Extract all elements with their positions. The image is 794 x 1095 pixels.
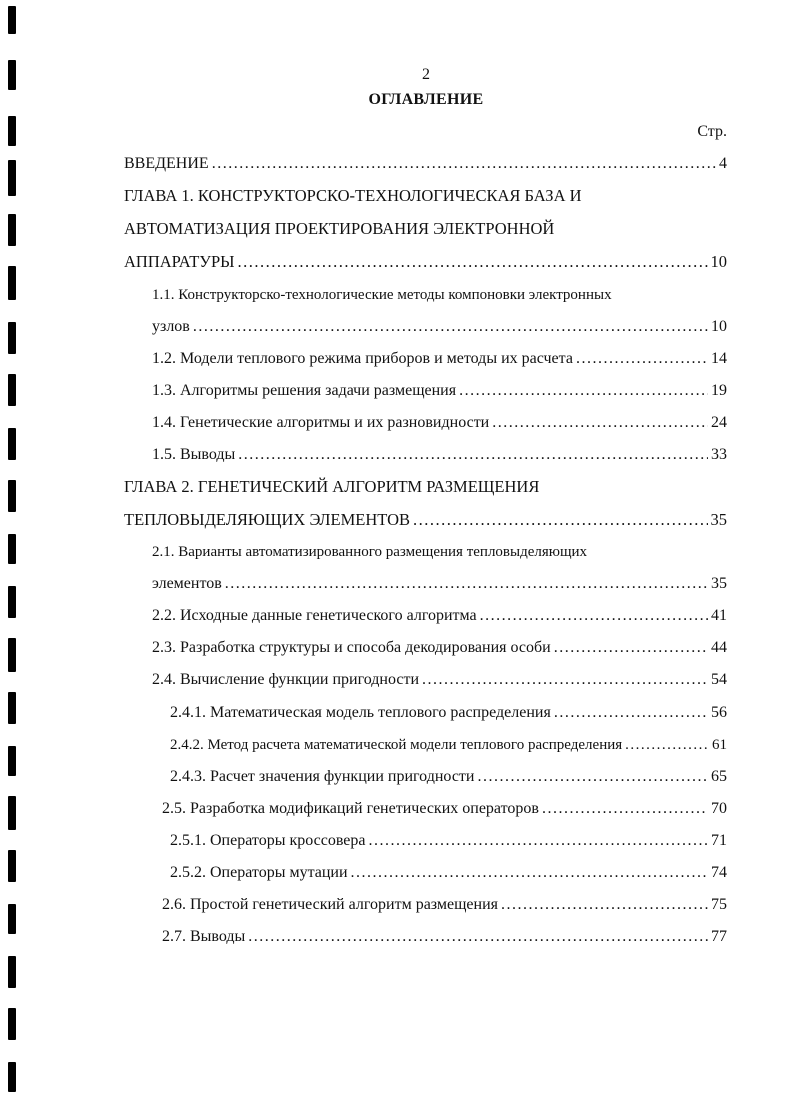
binding-mark [8, 428, 16, 460]
binding-mark [8, 160, 16, 196]
toc-entry-title: 2.4.3. Расчет значения функции пригодности [170, 768, 475, 785]
toc-entry[interactable] [170, 825, 727, 857]
leader-dots [238, 246, 708, 278]
toc-entry-page: 35 [711, 575, 727, 592]
toc-entry-page: 71 [711, 832, 727, 849]
toc-entry[interactable] [124, 246, 727, 278]
leader-dots [542, 793, 708, 825]
toc-entry-title: АВТОМАТИЗАЦИЯ ПРОЕКТИРОВАНИЯ ЭЛЕКТРОННОЙ [124, 219, 555, 238]
toc-entry[interactable] [124, 504, 727, 536]
toc-entry[interactable] [152, 311, 727, 343]
toc-entry[interactable] [170, 697, 727, 729]
toc-entry-line[interactable] [124, 213, 727, 245]
toc-entry[interactable] [170, 729, 727, 761]
toc-title: ОГЛАВЛЕНИЕ [368, 91, 484, 108]
toc-entry-title: 1.3. Алгоритмы решения задачи размещения [152, 382, 457, 399]
binding-mark [8, 322, 16, 354]
toc-entry-page: 65 [711, 768, 727, 785]
toc-entry-page: 56 [711, 704, 727, 721]
toc-entry[interactable] [152, 600, 727, 632]
leader-dots [248, 921, 708, 953]
toc-entry-page: 61 [712, 737, 727, 753]
binding-marks [8, 0, 18, 1095]
toc-entry-page: 77 [711, 928, 727, 945]
toc-entry-line[interactable] [152, 536, 727, 568]
toc-entry-title: 2.7. Выводы [162, 928, 246, 945]
toc-entry-page: 74 [711, 864, 727, 881]
leader-dots [501, 889, 708, 921]
toc-entry-title: элементов [152, 575, 222, 592]
toc-entry-title: 1.1. Конструкторско-технологические методы компоновки электронных [152, 287, 612, 303]
binding-mark [8, 796, 16, 830]
binding-mark [8, 116, 16, 146]
binding-mark [8, 6, 16, 34]
toc-entry-page: 54 [711, 671, 727, 688]
toc-entry-title: 2.5. Разработка модификаций генетических операторов [162, 800, 539, 817]
leader-dots [554, 632, 708, 664]
binding-mark [8, 374, 16, 406]
toc-entry-title: ГЛАВА 2. ГЕНЕТИЧЕСКИЙ АЛГОРИТМ РАЗМЕЩЕНИЯ [124, 477, 540, 496]
toc-entry-title: 2.4. Вычисление функции пригодности [152, 671, 420, 688]
leader-dots [477, 761, 708, 793]
toc-entry[interactable] [152, 664, 727, 696]
leader-dots [576, 343, 708, 375]
toc-entry-page: 75 [711, 896, 727, 913]
binding-mark [8, 850, 16, 882]
toc-entry-page: 70 [711, 800, 727, 817]
toc-entry-page: 24 [711, 414, 727, 431]
leader-dots [212, 148, 716, 180]
toc-entry[interactable] [152, 632, 727, 664]
toc-entry-line[interactable] [124, 471, 727, 503]
page-number: 2 [422, 66, 430, 83]
toc-entry-page: 35 [710, 510, 727, 529]
binding-mark [8, 638, 16, 672]
leader-dots [368, 825, 708, 857]
toc-entry[interactable] [152, 343, 727, 375]
leader-dots [554, 697, 708, 729]
toc-entry-title: 2.1. Варианты автоматизированного размещения тепловыделяющих [152, 544, 588, 560]
toc-entry-title: 2.4.1. Математическая модель теплового распределения [170, 704, 551, 721]
toc-entry-page: 41 [711, 607, 727, 624]
toc-entry[interactable] [152, 568, 727, 600]
toc-entry[interactable] [162, 793, 727, 825]
leader-dots [193, 311, 708, 343]
toc-entry[interactable] [162, 889, 727, 921]
toc-entry-line[interactable] [152, 279, 727, 311]
leader-dots [459, 375, 708, 407]
toc-entry-page: 14 [711, 350, 727, 367]
page-column-label: Стр. [697, 123, 727, 140]
toc-entry-title: ГЛАВА 1. КОНСТРУКТОРСКО-ТЕХНОЛОГИЧЕСКАЯ БАЗА И [124, 186, 582, 205]
binding-mark [8, 904, 16, 934]
toc-entry[interactable] [170, 761, 727, 793]
toc-entry-page: 4 [719, 155, 727, 172]
toc-entry-title: 2.5.2. Операторы мутации [170, 864, 348, 881]
toc-entry[interactable] [124, 148, 727, 180]
leader-dots [351, 857, 708, 889]
binding-mark [8, 586, 16, 618]
toc-entry-title: 2.3. Разработка структуры и способа декодирования особи [152, 639, 551, 656]
binding-mark [8, 956, 16, 988]
leader-dots [480, 600, 708, 632]
toc-entry-title: 1.5. Выводы [152, 446, 236, 463]
toc-entry-title: ТЕПЛОВЫДЕЛЯЮЩИХ ЭЛЕМЕНТОВ [124, 510, 411, 529]
binding-mark [8, 214, 16, 246]
toc-entry-title: ВВЕДЕНИЕ [124, 155, 209, 172]
binding-mark [8, 266, 16, 300]
toc-entry-page: 19 [711, 382, 727, 399]
leader-dots [225, 568, 708, 600]
binding-mark [8, 1062, 16, 1092]
leader-dots [492, 407, 708, 439]
binding-mark [8, 1008, 16, 1040]
toc-entry-title: 2.6. Простой генетический алгоритм размещения [162, 896, 499, 913]
toc-entry-page: 10 [711, 318, 727, 335]
leader-dots [413, 504, 707, 536]
toc-entry[interactable] [162, 921, 727, 953]
toc-entry-title: 2.5.1. Операторы кроссовера [170, 832, 366, 849]
toc-entry-page: 10 [710, 252, 727, 271]
binding-mark [8, 534, 16, 564]
leader-dots [238, 439, 708, 471]
toc-entry-line[interactable] [124, 180, 727, 212]
leader-dots [422, 664, 708, 696]
binding-mark [8, 746, 16, 776]
toc-entry[interactable] [152, 439, 727, 471]
toc-entry-title: 1.2. Модели теплового режима приборов и методы их расчета [152, 350, 573, 367]
toc-entry-title: АППАРАТУРЫ [124, 252, 235, 271]
binding-mark [8, 692, 16, 724]
toc-entry[interactable] [152, 375, 727, 407]
toc-entry-title: узлов [152, 318, 190, 335]
toc-entry[interactable] [170, 857, 727, 889]
toc-entry-title: 2.2. Исходные данные генетического алгоритма [152, 607, 477, 624]
toc-entry[interactable] [152, 407, 727, 439]
binding-mark [8, 480, 16, 512]
toc-entry-page: 44 [711, 639, 727, 656]
toc-entry-title: 2.4.2. Метод расчета математической модели теплового распределения [170, 737, 623, 753]
leader-dots [625, 729, 709, 761]
toc-entry-page: 33 [711, 446, 727, 463]
toc-entry-title: 1.4. Генетические алгоритмы и их разновидности [152, 414, 490, 431]
